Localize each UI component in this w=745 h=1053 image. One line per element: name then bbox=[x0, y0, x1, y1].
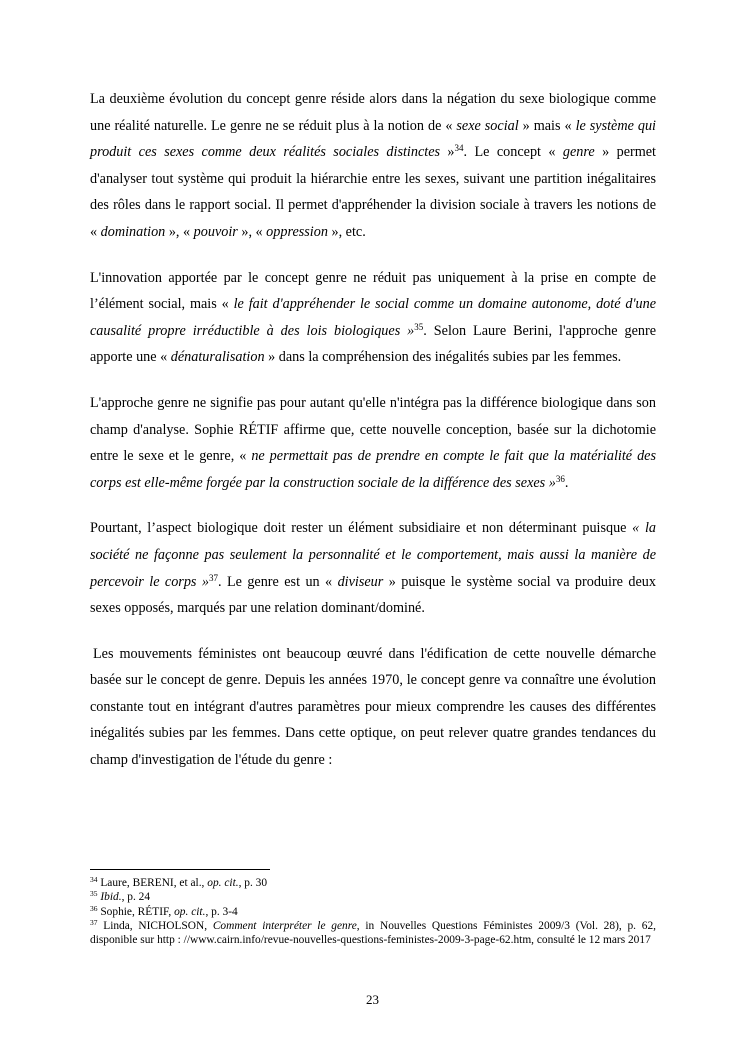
footnote-37: $^{37}$ Linda, NICHOLSON, Comment interpréter le genre, in Nouvelles Questions Féministes 2009/3 (Vol. 28), p. 62, disponible sur http : //www.cairn.info/revue-nouvelles-questions-feministes-2009-3-page-62.htm, consulté le 12 mars 2017 bbox=[90, 917, 656, 947]
footnote-separator bbox=[90, 869, 270, 870]
footnote-35: $^{35}$ Ibid., p. 24 bbox=[90, 889, 151, 904]
footnote-ref-34[interactable]: 34 bbox=[454, 143, 464, 154]
paragraph-2: L'innovation apportée par le concept genre ne réduit pas uniquement à la prise en compte de l’élément social, mais « le fait d'appréhender le social comme un domaine autonome, doté d'une causalité propre irréductible à des lois biologiques »$^{35}$. Selon Laure Berini, l'approche genre apporte une « dénaturalisation » dans la compréhension des inégalités subies par les femmes. bbox=[90, 269, 656, 366]
document-body bbox=[90, 86, 656, 793]
footnote-ref-36[interactable]: 36 bbox=[555, 473, 565, 484]
footnote-34: $^{34}$ Laure, BERENI, et al., op. cit., p. 30 bbox=[90, 875, 268, 889]
paragraph-3: L'approche genre ne signifie pas pour autant qu'elle n'intégra pas la différence biologique dans son champ d'analyse. Sophie RÉTIF affirme que, cette nouvelle conception, basée sur la dichotomie entre le sexe et le genre, « ne permettait pas de prendre en compte le fait que la matérialité des corps est elle-même forgée par la construction sociale de la différence des sexes »$^{36}$. bbox=[90, 394, 656, 491]
paragraph-1: La deuxième évolution du concept genre réside alors dans la négation du sexe biologique comme une réalité naturelle. Le genre ne se réduit plus à la notion de « sexe social » mais « le système qui produit ces sexes comme deux réalités sociales distinctes »$^{34}$. Le concept « genre » permet d'analyser tout système qui produit la hiérarchie entre les sexes, suivant une partition inégalitaires des rôles dans le rapport social. Il permet d'appréhender la division sociale à travers les notions de « domination », « pouvoir », « oppression », etc. bbox=[90, 91, 656, 240]
footnote-36: $^{36}$ Sophie, RÉTIF, op. cit., p. 3-4 bbox=[90, 903, 238, 918]
footnote-ref-37[interactable]: 37 bbox=[208, 572, 218, 583]
footnote-ref-35[interactable]: 35 bbox=[414, 321, 424, 332]
page-number: 23 bbox=[366, 992, 379, 1007]
paragraph-4: Pourtant, l’aspect biologique doit rester un élément subsidiaire et non déterminant puisque « la société ne façonne pas seulement la personnalité et le comportement, mais aussi la manière de percevoir le corps »$^{37}$. Le genre est un « diviseur » puisque le système social va produire deux sexes opposés, marqués par une relation dominant/dominé. bbox=[90, 520, 656, 617]
paragraph-5: Les mouvements féministes ont beaucoup œuvré dans l'édification de cette nouvelle démarche basée sur le concept de genre. Depuis les années 1970, le concept genre va connaître une évolution constante tout en intégrant d'autres paramètres pour mieux comprendre les causes des différentes inégalités subies par les femmes. Dans cette optique, on peut relever quatre grandes tendances du champ d'investigation de l'étude du genre : bbox=[90, 645, 656, 769]
footnotes bbox=[90, 869, 656, 947]
